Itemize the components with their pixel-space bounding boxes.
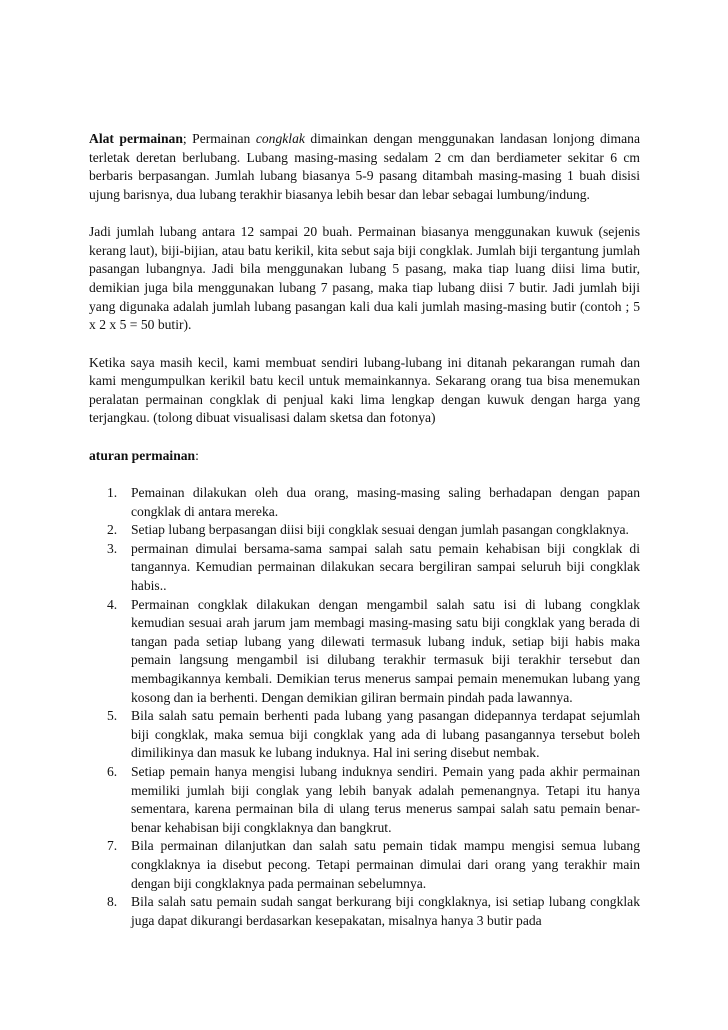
rule-number: 7. <box>107 838 118 854</box>
rule-item <box>89 707 640 763</box>
paragraph-holes-count: Jadi jumlah lubang antara 12 sampai 20 buah. Permainan biasanya menggunakan kuwuk (sejenis kerang laut), biji-bijian, atau batu kerikil, kita sebut saja biji congklak. Jumlah biji tergantung jumlah pasangan lubangnya. Jadi bila menggunakan lubang 5 pasang, maka tiap luang diisi lima butir, demikian juga bila menggunakan lubang 7 pasang, maka tiap lubang diisi 7 butir. Jadi jumlah biji yang digunaka adalah jumlah lubang pasangan kali dua kali jumlah masing-masing butir (contoh ; 5 x 2 x 5 = 50 butir). <box>89 224 640 333</box>
rule-text: Pemainan dilakukan oleh dua orang, masing-masing saling berhadapan dengan papan congklak di antara mereka. <box>131 485 640 519</box>
rule-text: permainan dimulai bersama-sama sampai salah satu pemain kehabisan biji congklak di tangannya. Kemudian permainan dilakukan secara bergiliran sampai seluruh biji congklak habis.. <box>131 540 640 594</box>
document-page <box>89 130 640 930</box>
rule-item <box>89 484 640 521</box>
rule-text: Bila permainan dilanjutkan dan salah satu pemain tidak mampu mengisi semua lubang congklaknya ia disebut pecong. Tetapi permainan dimulai dari orang yang terakhir main dengan biji congklaknya pada permainan sebelumnya. <box>131 838 640 891</box>
rule-number: 2. <box>107 522 118 538</box>
rule-text: Bila salah satu pemain sudah sangat berkurang biji congklaknya, isi setiap lubang congklak juga dapat dikurangi berdasarkan kesepakatan, misalnya hanya 3 butir pada <box>131 894 640 928</box>
rule-number: 6. <box>107 764 118 779</box>
equipment-text-a: ; Permainan <box>182 131 256 146</box>
rule-text: Permainan congklak dilakukan dengan mengambil salah satu isi di lubang congklak kemudian sesuai arah jarum jam membagi masing-masing satu biji congklak yang berada di tangan pada setiap lubang yang dilewati termasuk lubang induk, setiap biji habis maka pemain langsung mengambil isi dilubang terakhir termasuk biji terakhir tersebut dan membagikannya kembali. Demikian terus menerus sampai pemain menemukan lubang yang kosong dan ia berhenti. Dengan demikian giliran bermain pindah pada lawannya. <box>131 596 640 705</box>
rule-item <box>89 521 640 540</box>
rule-text: Setiap lubang berpasangan diisi biji congklak sesuai dengan jumlah pasangan congklaknya. <box>131 522 629 538</box>
rules-heading <box>89 447 640 466</box>
rules-list <box>89 484 640 930</box>
rule-number: 3. <box>107 540 118 556</box>
rule-item <box>89 596 640 708</box>
paragraph-childhood: Ketika saya masih kecil, kami membuat sendiri lubang-lubang ini ditanah pekarangan rumah dan kami mengumpulkan kerikil batu kecil untuk memainkannya. Sekarang orang tua bisa menemukan peralatan permainan congklak di penjual kaki lima lengkap dengan kuwuk dengan harga yang terjangkau. (tolong dibuat visualisasi dalam sketsa dan fotonya) <box>89 354 640 426</box>
congklak-term: congklak <box>255 131 305 146</box>
rules-heading-suffix: : <box>195 447 199 463</box>
rule-text: Setiap pemain hanya mengisi lubang induknya sendiri. Pemain yang pada akhir permainan memiliki jumlah biji conglak yang lebih banyak adalah pemenangnya. Tetapi itu hanya sementara, karena permainan bila di ulang terus menerus sampai salah satu pemain benar-benar kehabisan biji congklaknya dan bangkrut. <box>131 764 640 835</box>
equipment-text-b: dimainkan dengan menggunakan landasan lonjong dimana terletak deretan berlubang. Lubang masing-masing sedalam 2 cm dan berdiameter sekitar 6 cm berbaris berpasangan. Jumlah lubang biasanya 5-9 pasang ditambah masing-masing 1 buah disisi ujung barisnya, dua lubang terakhir biasanya lebih besar dan lebar sebagai lumbung/indung. <box>89 131 640 202</box>
rule-number: 8. <box>107 894 118 910</box>
rule-item <box>89 763 640 837</box>
rule-number: 4. <box>107 596 118 612</box>
equipment-term: Alat permainan <box>89 131 183 146</box>
rule-item <box>89 893 640 930</box>
rule-number: 1. <box>107 485 118 501</box>
paragraph-equipment <box>89 130 640 204</box>
rules-heading-label: aturan permainan <box>89 447 196 463</box>
rule-item <box>89 540 640 596</box>
rule-text: Bila salah satu pemain berhenti pada lubang yang pasangan didepannya terdapat sejumlah biji congklak, maka semua biji congklak yang ada di lubang pasangannya tersebut boleh dimilikinya dan masuk ke lubang induknya. Hal ini sering disebut nembak. <box>131 708 640 761</box>
rule-item <box>89 837 640 893</box>
rule-number: 5. <box>107 708 118 724</box>
